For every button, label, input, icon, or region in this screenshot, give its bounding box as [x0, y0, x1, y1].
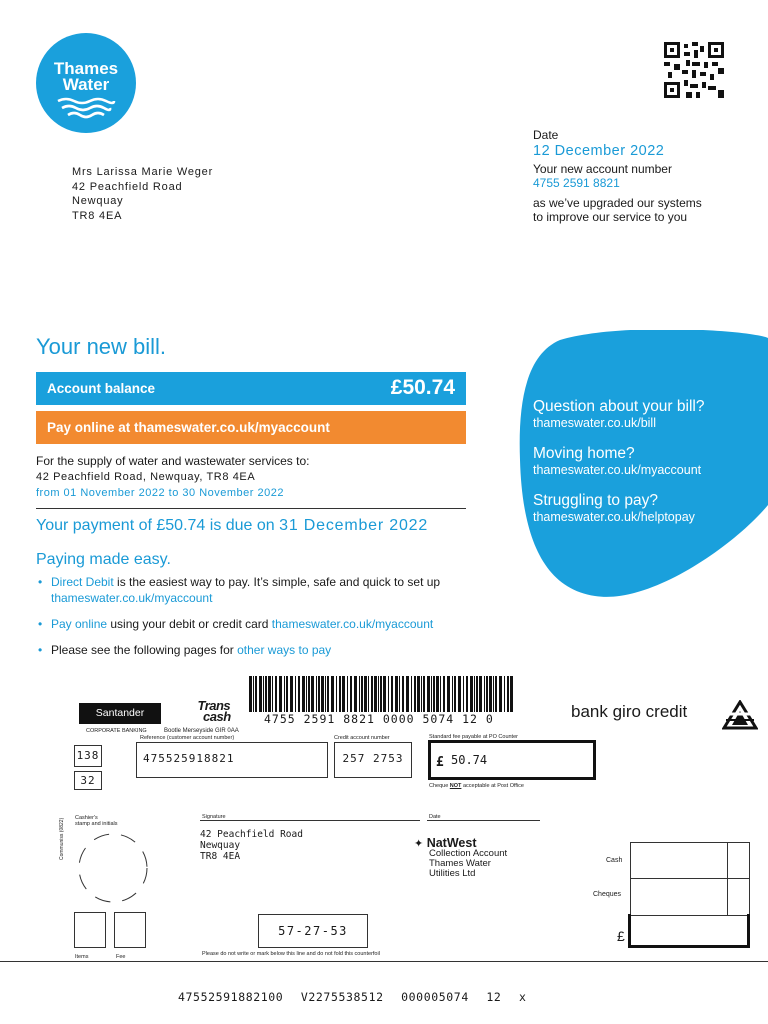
pay-online-url-link[interactable]: thameswater.co.uk/myaccount: [271, 617, 434, 631]
help-question: Question about your bill?: [533, 398, 705, 415]
fee-label: Standard fee payable at PO Counter: [429, 734, 518, 740]
collection-account: [429, 849, 507, 879]
reference-label: Reference (customer account number): [140, 735, 235, 741]
amount-value: 50.74: [451, 753, 488, 767]
help-struggling-link[interactable]: thameswater.co.uk/helptopay: [533, 510, 695, 524]
help-question: Moving home?: [533, 445, 635, 462]
paying-made-easy-title: Paying made easy.: [36, 551, 171, 568]
account-balance-bar: [36, 372, 466, 405]
pound-sign: £: [436, 755, 444, 770]
collection-line: Utilities Ltd: [429, 868, 476, 879]
footer-note: Please do not write or mark below this line and do not fold this counterfoil: [202, 951, 380, 957]
credit-account-field: 257 2753: [334, 742, 412, 778]
amount-field[interactable]: [428, 740, 596, 780]
collection-line: Thames Water: [429, 858, 491, 869]
slip-address-line: 42 Peachfield Road: [200, 829, 303, 840]
supply-details: [36, 453, 309, 501]
santander-logo: Santander: [79, 703, 161, 724]
transcash-logo: [197, 700, 231, 722]
grid-divider: [727, 842, 728, 916]
items-box: [74, 912, 106, 948]
help-bill-link[interactable]: thameswater.co.uk/bill: [533, 416, 656, 430]
grid-divider: [630, 878, 750, 879]
balance-amount: £50.74: [390, 376, 455, 399]
pay-online-link[interactable]: Pay online at thameswater.co.uk/myaccount: [47, 420, 330, 435]
payment-due-prefix: Your payment of £50.74 is due on: [36, 517, 275, 534]
signature-label: Signature: [202, 814, 226, 820]
natwest-text: NatWest: [426, 836, 477, 850]
date-value: 12 December 2022: [533, 143, 665, 159]
stamp-area: [70, 828, 156, 908]
date-label: Date: [533, 128, 559, 142]
cheque-note-not: NOT: [449, 783, 462, 789]
logo-text-water: Water: [62, 75, 110, 94]
credit-account-label: Credit account number: [334, 735, 390, 741]
pay-online-option-link[interactable]: Pay online: [51, 617, 108, 631]
divider: [36, 508, 466, 509]
barcode: [249, 676, 515, 712]
list-item: [38, 642, 478, 658]
fee-box-label: Fee: [116, 954, 126, 960]
list-item: [38, 574, 478, 606]
giro-symbol-icon: [722, 700, 758, 734]
cheque-note-text: Cheque: [429, 783, 450, 789]
date-line: [427, 820, 540, 821]
qr-code-icon: [664, 42, 724, 98]
account-label: Your new account number: [533, 162, 672, 176]
direct-debit-text: is the easiest way to pay. It’s simple, safe and quick to set up: [113, 575, 441, 589]
code-box-top: 138: [74, 745, 102, 767]
upgrade-note-line: to improve our service to you: [533, 210, 688, 224]
waves-icon: [56, 97, 116, 119]
slip-address-line: Newquay: [200, 840, 241, 851]
slip-address-line: TR8 4EA: [200, 851, 241, 862]
balance-label: Account balance: [47, 381, 156, 396]
cheque-note-text: acceptable at Post Office: [461, 783, 524, 789]
direct-debit-link[interactable]: Direct Debit: [51, 575, 114, 589]
cheques-label: Cheques: [593, 891, 622, 898]
help-moving-link[interactable]: thameswater.co.uk/myaccount: [533, 463, 702, 477]
other-ways-prefix: Please see the following pages for: [51, 643, 238, 657]
transcash-text: Trans: [197, 698, 231, 713]
total-pound-sign: £: [617, 928, 625, 944]
help-question: Struggling to pay?: [533, 492, 658, 509]
cash-label: Cash: [606, 857, 623, 864]
help-links: [533, 398, 704, 539]
supply-address: 42 Peachfield Road, Newquay, TR8 4EA: [36, 471, 256, 483]
customer-address-block: [72, 165, 213, 223]
pay-online-banner[interactable]: [36, 411, 466, 444]
pay-online-text: using your debit or credit card: [107, 617, 272, 631]
tear-line: [0, 961, 768, 962]
signature-line: [200, 820, 420, 821]
collection-line: Collection Account: [429, 848, 508, 859]
address-line: 42 Peachfield Road: [72, 180, 183, 193]
cheque-note: [429, 783, 524, 789]
logo-text-thames: Thames: [53, 59, 119, 78]
micr-line: 47552591882100 V2275538512 000005074 12 x: [178, 990, 527, 1004]
cashier-label-text: Cashier's: [75, 815, 98, 821]
thames-water-logo: [36, 33, 136, 133]
upgrade-note-line: as we’ve upgraded our systems: [533, 196, 702, 210]
code-box-bottom: 32: [74, 771, 102, 790]
fee-box: [114, 912, 146, 948]
bill-title: Your new bill.: [36, 334, 167, 359]
account-number: 4755 2591 8821: [533, 176, 620, 190]
items-label: Items: [75, 954, 89, 960]
barcode-number: 4755 2591 8821 0000 5074 12 0: [264, 712, 494, 726]
bank-sub-label: CORPORATE BANKING: [86, 728, 147, 734]
billing-period: from 01 November 2022 to 30 November 2022: [36, 487, 284, 499]
date-account-block: [533, 128, 702, 224]
direct-debit-url-link[interactable]: thameswater.co.uk/myaccount: [51, 591, 213, 605]
payment-due-date: 31 December 2022: [279, 517, 429, 534]
cash-cheques-grid: [630, 842, 750, 916]
cashier-label: [75, 815, 118, 827]
other-ways-link[interactable]: other ways to pay: [237, 643, 332, 657]
natwest-symbol-icon: ✦: [414, 838, 424, 850]
slip-address: [200, 829, 303, 862]
payment-options-list: [38, 574, 478, 668]
supply-text: For the supply of water and wastewater services to:: [36, 454, 310, 468]
customer-name: Mrs Larissa Marie Weger: [72, 166, 214, 178]
reference-field: 475525918821: [136, 742, 328, 778]
transcash-text: cash: [203, 709, 231, 724]
bank-giro-credit-title: bank giro credit: [571, 702, 688, 721]
payment-due-line: [36, 517, 428, 535]
bootle-address: Bootle Merseyside GIR 0AA: [164, 728, 239, 734]
cashier-label-text: stamp and initials: [75, 821, 118, 827]
date-slip-label: Date: [429, 814, 441, 820]
address-line: TR8 4EA: [72, 209, 123, 222]
side-code: Communiss (0822): [59, 817, 65, 860]
total-field[interactable]: [628, 914, 750, 948]
list-item: [38, 616, 478, 632]
sort-code-box: 57-27-53: [258, 914, 368, 948]
address-line: Newquay: [72, 195, 124, 207]
